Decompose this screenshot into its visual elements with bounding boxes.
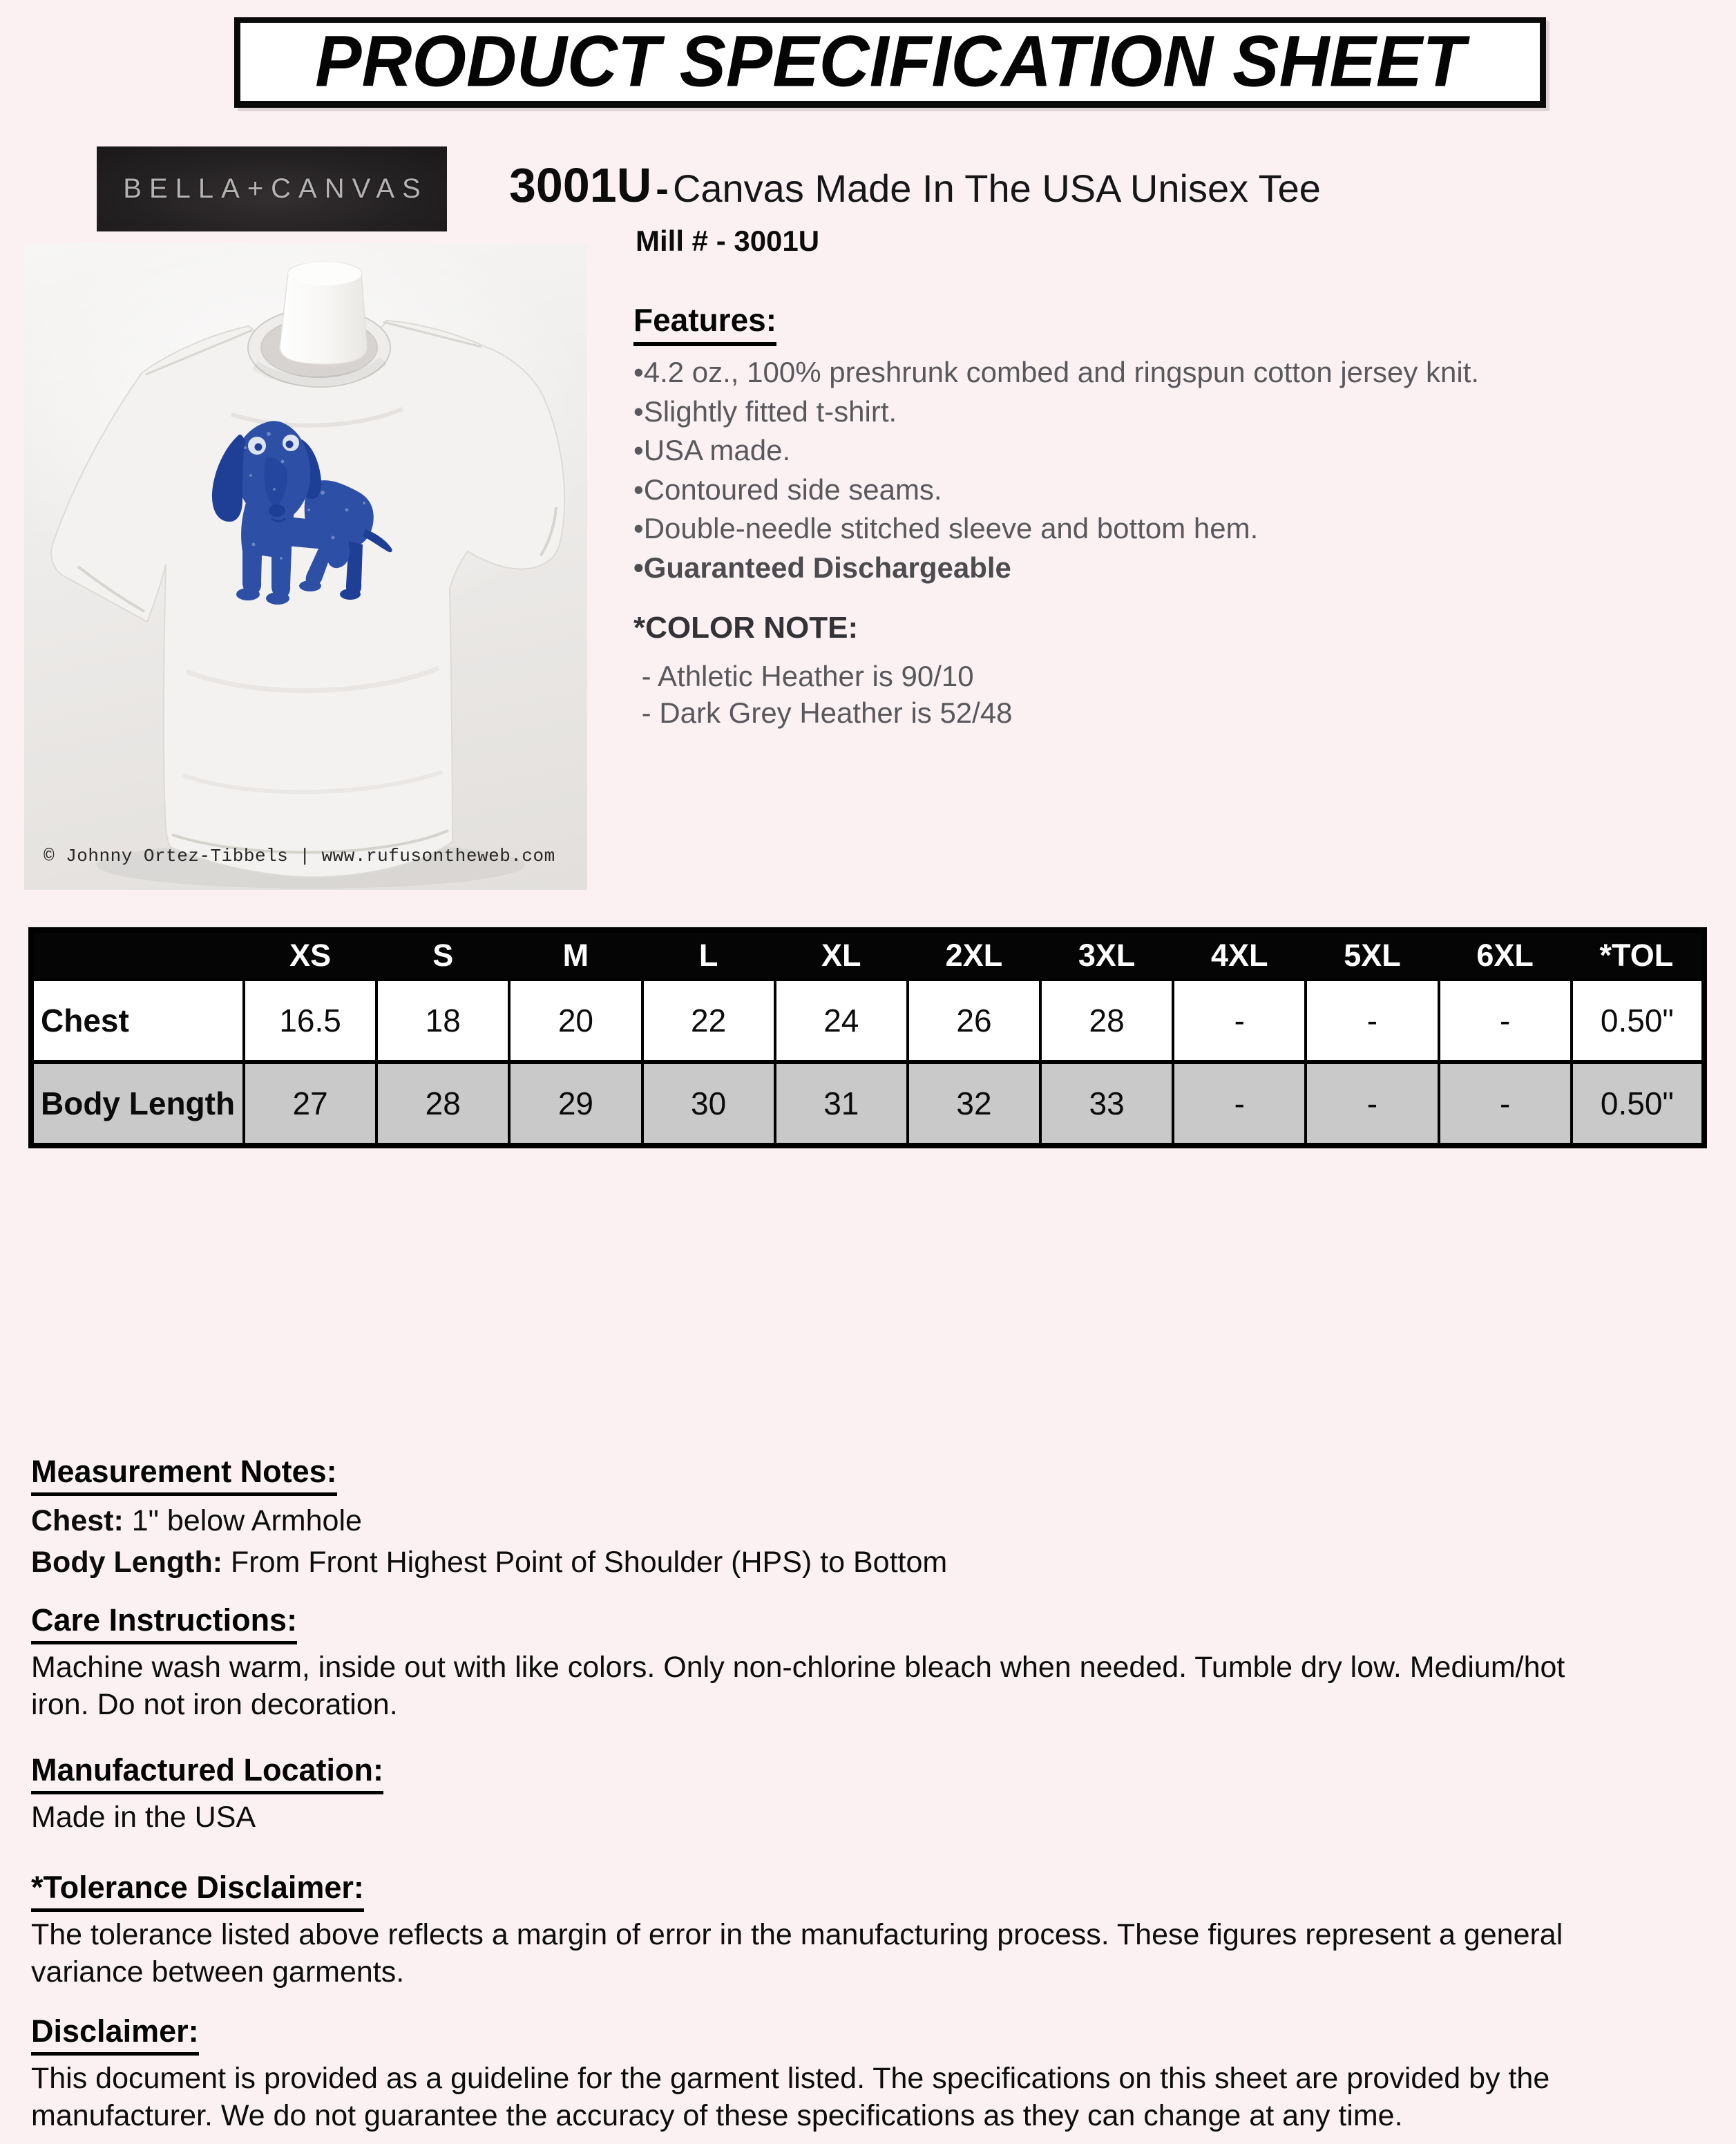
product-photo [24,243,587,890]
feature-item: •Double-needle stitched sleeve and bottom hem. [633,512,1259,544]
disclaimer-heading: Disclaimer: [31,2013,199,2056]
body-length-row [31,1062,1704,1146]
row-label-chest: Chest [31,980,244,1062]
col-header-2xl: 2XL [908,930,1040,980]
chest-note-label: Chest: [31,1504,124,1537]
color-note-item: - Dark Grey Heather is 52/48 [633,696,1013,729]
chest-6xl: - [1439,980,1572,1062]
feature-item: •Contoured side seams. [633,473,942,506]
tshirt [51,318,564,877]
row-label-body-length: Body Length [31,1062,244,1146]
tolerance-disclaimer-heading: *Tolerance Disclaimer: [31,1870,364,1912]
product-heading [509,158,1321,213]
feature-item: •Slightly fitted t-shirt. [633,395,897,428]
tolerance-disclaimer-section [31,1870,1724,1991]
manufactured-location-text: Made in the USA [31,1801,256,1834]
col-header-xs: XS [244,930,376,980]
chest-l: 22 [642,980,775,1062]
color-note-heading: *COLOR NOTE: [633,611,859,645]
col-header-xl: XL [775,930,908,980]
disclaimer-text: This document is provided as a guideline for the garment listed. The specifications on this sheet are provided by the [31,2062,1550,2095]
col-header-blank [31,930,244,980]
col-header-tol: *TOL [1572,930,1704,980]
col-header-5xl: 5XL [1306,930,1438,980]
chest-tol: 0.50" [1572,980,1704,1062]
size-table-header-row [31,930,1704,980]
mill-number: Mill # - 3001U [636,225,820,257]
care-instructions-section [31,1602,1724,1723]
col-header-6xl: 6XL [1439,930,1572,980]
body-length-note-label: Body Length: [31,1546,223,1579]
chest-3xl: 28 [1040,980,1173,1062]
mannequin-neck [280,262,367,364]
body-length-m: 29 [509,1062,642,1146]
body-length-xl: 31 [775,1062,908,1146]
feature-item: •Guaranteed Dischargeable [633,551,1011,584]
disclaimer-section [31,2013,1724,2134]
features-heading: Features: [633,301,776,346]
body-length-2xl: 32 [908,1062,1040,1146]
disclaimer-text: manufacturer. We do not guarantee the accuracy of these specifications as they can change at any time. [31,2099,1403,2132]
tolerance-disclaimer-text: The tolerance listed above reflects a margin of error in the manufacturing process. These figures represent a general [31,1918,1563,1951]
body-length-3xl: 33 [1040,1062,1173,1146]
color-note-section [633,611,1013,731]
product-photo-graphic [24,243,587,890]
body-length-xs: 27 [244,1062,376,1146]
body-length-4xl: - [1173,1062,1306,1146]
measurement-notes-section [31,1454,1724,1583]
page-title: PRODUCT SPECIFICATION SHEET [315,21,1465,102]
body-length-5xl: - [1306,1062,1438,1146]
title-banner [234,17,1546,108]
manufactured-location-heading: Manufactured Location: [31,1752,383,1794]
body-length-s: 28 [376,1062,509,1146]
chest-note-text: 1" below Armhole [123,1504,362,1537]
chest-5xl: - [1306,980,1438,1062]
feature-item: •4.2 oz., 100% preshrunk combed and ringspun cotton jersey knit. [633,356,1480,388]
body-length-6xl: - [1439,1062,1572,1146]
size-table [28,927,1707,1148]
care-instructions-text: Machine wash warm, inside out with like colors. Only non-chlorine bleach when needed. Tumble dry low. Medium/hot [31,1651,1565,1684]
brand-logo-text: BELLA+CANVAS [123,173,428,204]
body-length-tol: 0.50" [1572,1062,1704,1146]
care-instructions-text: iron. Do not iron decoration. [31,1688,398,1721]
product-name: Canvas Made In The USA Unisex Tee [672,167,1321,210]
chest-xl: 24 [775,980,908,1062]
col-header-4xl: 4XL [1173,930,1306,980]
style-number: 3001U [509,158,652,212]
color-note-item: - Athletic Heather is 90/10 [633,660,974,692]
manufactured-location-section [31,1752,1724,1836]
col-header-l: L [642,930,775,980]
features-section [633,301,1725,587]
heading-separator: - [656,167,669,210]
feature-item: •USA made. [633,434,791,466]
chest-2xl: 26 [908,980,1040,1062]
body-length-note [31,1541,1724,1583]
chest-xs: 16.5 [244,980,376,1062]
chest-s: 18 [376,980,509,1062]
chest-row [31,980,1704,1062]
tolerance-disclaimer-text: variance between garments. [31,1955,405,1989]
body-length-note-text: From Front Highest Point of Shoulder (HPS) to Bottom [222,1546,948,1579]
body-length-l: 30 [642,1062,775,1146]
col-header-s: S [376,930,509,980]
chest-note [31,1500,1724,1541]
chest-m: 20 [509,980,642,1062]
brand-logo [97,146,447,231]
photo-credit: © Johnny Ortez-Tibbels | www.rufusontheweb.com [44,846,555,866]
care-instructions-heading: Care Instructions: [31,1602,297,1644]
chest-4xl: - [1173,980,1306,1062]
col-header-m: M [509,930,642,980]
measurement-notes-heading: Measurement Notes: [31,1454,337,1496]
col-header-3xl: 3XL [1040,930,1173,980]
